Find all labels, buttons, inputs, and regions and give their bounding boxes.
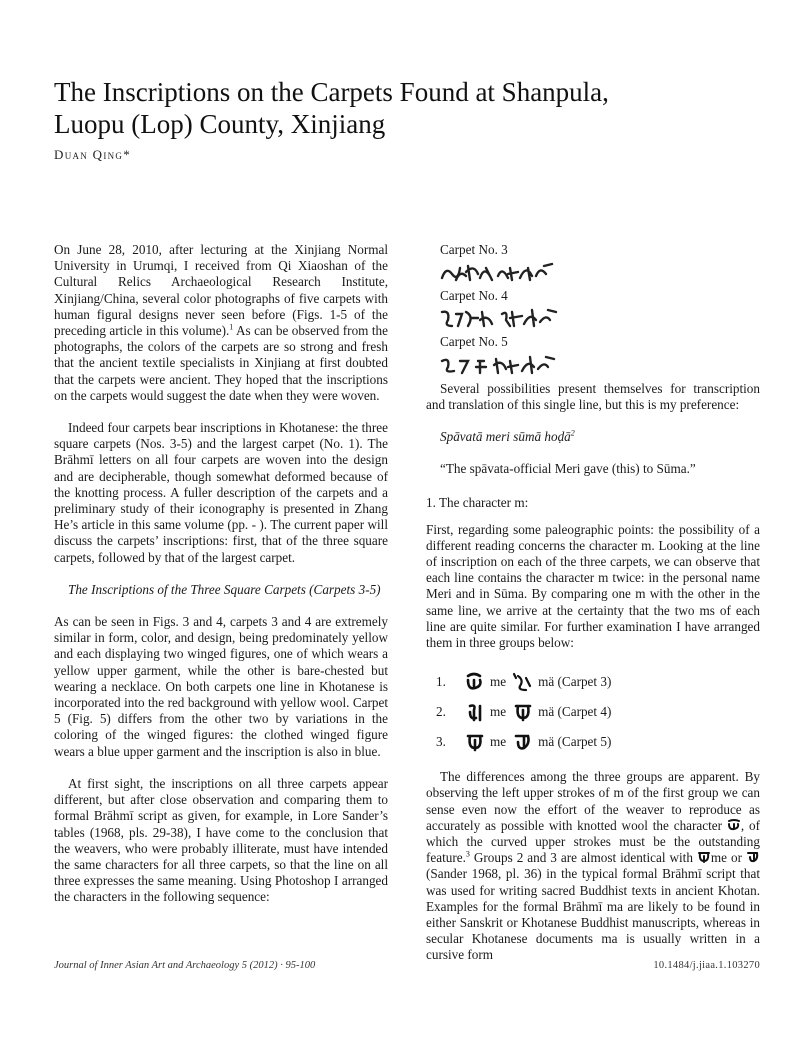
- caption-carpet-4: Carpet No. 4: [440, 288, 508, 304]
- glyph-me-carpet-4: [464, 702, 486, 722]
- glyph-ma-carpet-5: [512, 732, 534, 752]
- author-name: Duan Qing*: [54, 147, 132, 162]
- caption-carpet-3: Carpet No. 3: [440, 242, 508, 257]
- paragraph-khotanese: Indeed four carpets bear inscriptions in Khotanese: the three square carpets (Nos. 3-5) and the largest carpet (No. 1). The Brāhmī letters on all four carpets are woven into the design and are decipherable, though somewhat deformed because of the knotting process. A fuller description of the carpets and a preliminary study of their iconography is presented in Zhang He’s article in this same volume (pp. - ). The current paper will discuss the carpets’ inscriptions: first, that of the three square carpets, followed by that of the largest carpet.: [54, 420, 388, 565]
- translation-quote: “The spāvata-official Meri gave (this) to Sūma.”: [440, 461, 696, 477]
- right-column: [426, 242, 760, 980]
- subsection-heading: 1. The character m:: [426, 495, 529, 511]
- paragraph-possibilities: Several possibilities present themselves for transcription and translation of this single line, but this is my preference:: [426, 380, 760, 412]
- doi[interactable]: 10.1484/j.jiaa.1.103270: [653, 960, 760, 971]
- inscription-image-carpet-4: [440, 306, 760, 330]
- paragraph-intro: On June 28, 2010, after lecturing at the Xinjiang Normal University in Urumqi, I received from Qi Xiaoshan of the Cultural Relics Archaeological Research Institute, Xinjiang/China, several color photographs of five carpets with human figural designs never seen before (Figs. 1-5 of the preceding article in this volume).$^1$ As can be observed from the photographs, the colors of the carpets are so strong and fresh that the ancient textile specialists in Xinjiang at first doubted that the carpets were ancient. They hoped that the inscriptions on the carpets would suggest the date when they were woven.: [54, 242, 388, 403]
- glyph-me-carpet-5: [464, 732, 486, 752]
- title-line-1: The Inscriptions on the Carpets Found at Shanpula,: [54, 77, 609, 107]
- left-column: [54, 242, 388, 922]
- m-character-groups: [426, 667, 760, 757]
- list-item: 2. me mä (Carpet 4): [426, 697, 760, 727]
- footnote-ref-1[interactable]: 1: [229, 322, 234, 332]
- paragraph-paleographic: First, regarding some paleographic points: the possibility of a different reading concerns the character m. Looking at the line of inscription on each of the three carpets, we can observe that each line contains the character m twice: in the personal name Meri and in Sūma. By comparing one m with the other in the same line, we arrive at the certainty that the two ms of each line are quite similar. For further examination I have arranged them in three groups below:: [426, 521, 760, 651]
- paragraph-differences: The differences among the three groups are apparent. By observing the left upper strokes of m of the first group we can sense even now the effort of the weaver to reproduce as accurately as possible with knotted wool the character , of which the curved upper strokes must be the outstanding feature.$^3$ Groups 2 and 3 are almost identical with me or (Sander 1968, pl. 36) in the typical formal Brāhmī script that was used for writing sacred Buddhist texts in ancient Khotan. Examples for the formal Brāhmī ma are likely to be found in either Sanskrit or Khotanese Buddhist manuscripts, whereas in secular Khotanese documents ma is usually written in a cursive form: [426, 769, 760, 963]
- section-heading: The Inscriptions of the Three Square Carpets (Carpets 3-5): [68, 581, 381, 597]
- transliteration: Spāvatā meri sūmā hoḍā$^2$: [440, 428, 575, 445]
- glyph-ma-formal-icon: [746, 851, 760, 863]
- inscription-image-carpet-3: [440, 260, 760, 284]
- glyph-m-curved-icon: [727, 819, 741, 831]
- glyph-ma-carpet-3: [512, 672, 534, 692]
- glyph-ma-carpet-4: [512, 702, 534, 722]
- glyph-me-carpet-3: [464, 672, 486, 692]
- list-item: 3. me mä (Carpet 5): [426, 727, 760, 757]
- glyph-me-formal-icon: [697, 851, 711, 863]
- article-title: [54, 76, 774, 140]
- inscription-image-carpet-5: [440, 353, 760, 377]
- paragraph-first-sight: At first sight, the inscriptions on all three carpets appear different, but after close observation and comparing them to formal Brāhmī script as given, for example, in Lore Sander’s tables (1968, pls. 29-38), I have come to the conclusion that the weavers, who were probably illiterate, must have intended the same characters for all three carpets, so that the line on all three expresses the same meaning. Using Photoshop I arranged the characters in the following sequence:: [54, 775, 388, 905]
- caption-carpet-5: Carpet No. 5: [440, 334, 508, 350]
- footnote-ref-3[interactable]: 3: [465, 849, 470, 859]
- paragraph-carpets-similarity: As can be seen in Figs. 3 and 4, carpets 3 and 4 are extremely similar in form, color, and design, being predominately yellow and each displaying two winged figures, one of which wears a yellow upper garment, while the other is bare-chested but wearing a necklace. On both carpets one line in Khotanese is incorporated into the red background with yellow wool. Carpet 5 (Fig. 5) differs from the other two by variations in the coloring of the winged figures: the clothed winged figure wears a blue upper garment and the inscription is also in blue.: [54, 614, 388, 759]
- footnote-ref-2[interactable]: 2: [570, 428, 575, 438]
- journal-citation: Journal of Inner Asian Art and Archaeology 5 (2012) · 95-100: [54, 960, 316, 971]
- list-item: 1. me mä (Carpet 3): [426, 667, 760, 697]
- title-line-2: Luopu (Lop) County, Xinjiang: [54, 109, 386, 139]
